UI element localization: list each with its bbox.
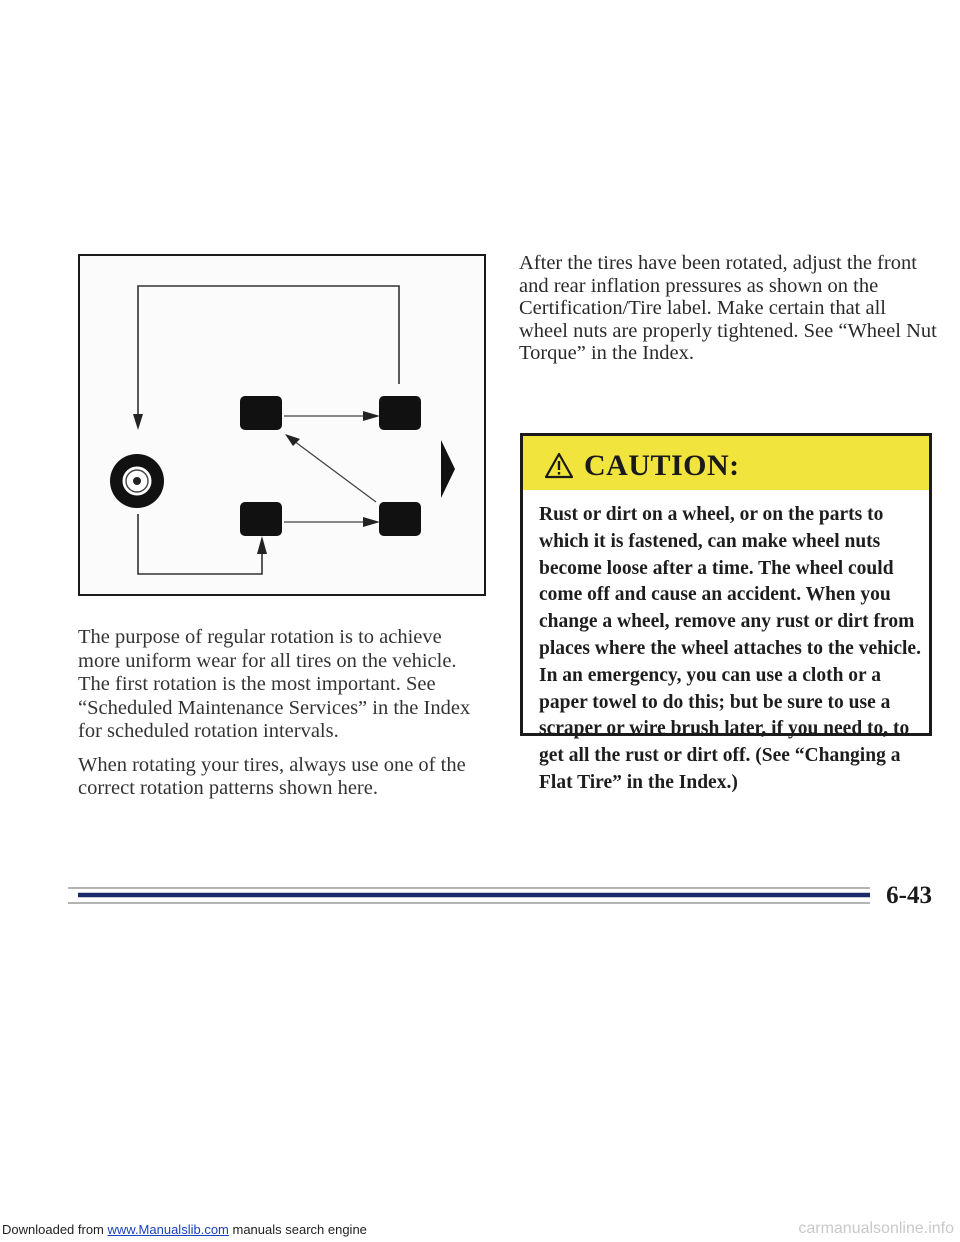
tire-rotation-diagram bbox=[78, 254, 486, 596]
rotation-pattern-graphic bbox=[80, 256, 484, 594]
page-number: 6-43 bbox=[886, 882, 932, 909]
footer-rule bbox=[0, 880, 880, 914]
caution-text: Rust or dirt on a wheel, or on the parts to which it is fastened, can make wheel nuts become loose after a time. The wheel could come off and cause an accident. When you change a wheel, remove any rust or dirt from places where the wheel attaches to the vehicle. In an emergency, you can use a cloth or a paper towel to do this; but be sure to use a scraper or wire brush later, if you need to, to get all the rust or dirt off. (See “Changing a Flat Tire” in the Index.) bbox=[539, 504, 921, 793]
caution-box bbox=[520, 433, 932, 793]
arrow-down-icon bbox=[133, 414, 143, 430]
tire-icon bbox=[240, 396, 282, 430]
arrow-right-icon bbox=[363, 517, 380, 527]
tire-icon bbox=[240, 502, 282, 536]
rotation-patterns-paragraph: When rotating your tires, always use one of the correct rotation patterns shown here. bbox=[78, 753, 466, 799]
caution-header bbox=[523, 436, 929, 490]
rotation-purpose-paragraph: The purpose of regular rotation is to achieve more uniform wear for all tires on the vehicle. The first rotation is the most important. See “Scheduled Maintenance Services” in the Index for scheduled rotation intervals. bbox=[78, 626, 471, 742]
spare-tire-icon bbox=[110, 454, 164, 508]
vehicle-direction-arrow-icon bbox=[441, 440, 455, 498]
tire-icon bbox=[379, 502, 421, 536]
arrow-up-icon bbox=[257, 536, 267, 554]
download-banner bbox=[2, 1222, 367, 1237]
download-suffix: manuals search engine bbox=[228, 1222, 367, 1237]
download-prefix: Downloaded from bbox=[2, 1222, 108, 1237]
inflation-paragraph: After the tires have been rotated, adjust the front and rear inflation pressures as shown on the Certification/Tire label. Make certain that all wheel nuts are properly tightened. See “Wheel Nut Torque” in the Index. bbox=[519, 252, 937, 364]
rotation-explanation bbox=[78, 626, 488, 811]
manualslib-link[interactable]: www.Manualslib.com bbox=[107, 1222, 229, 1237]
warning-triangle-icon bbox=[544, 452, 574, 479]
caution-title: CAUTION: bbox=[584, 449, 740, 482]
arrow-right-icon bbox=[363, 411, 380, 421]
watermark: carmanualsonline.info bbox=[798, 1220, 954, 1237]
rotation-arrow-line bbox=[294, 441, 376, 502]
tire-icon bbox=[379, 396, 421, 430]
